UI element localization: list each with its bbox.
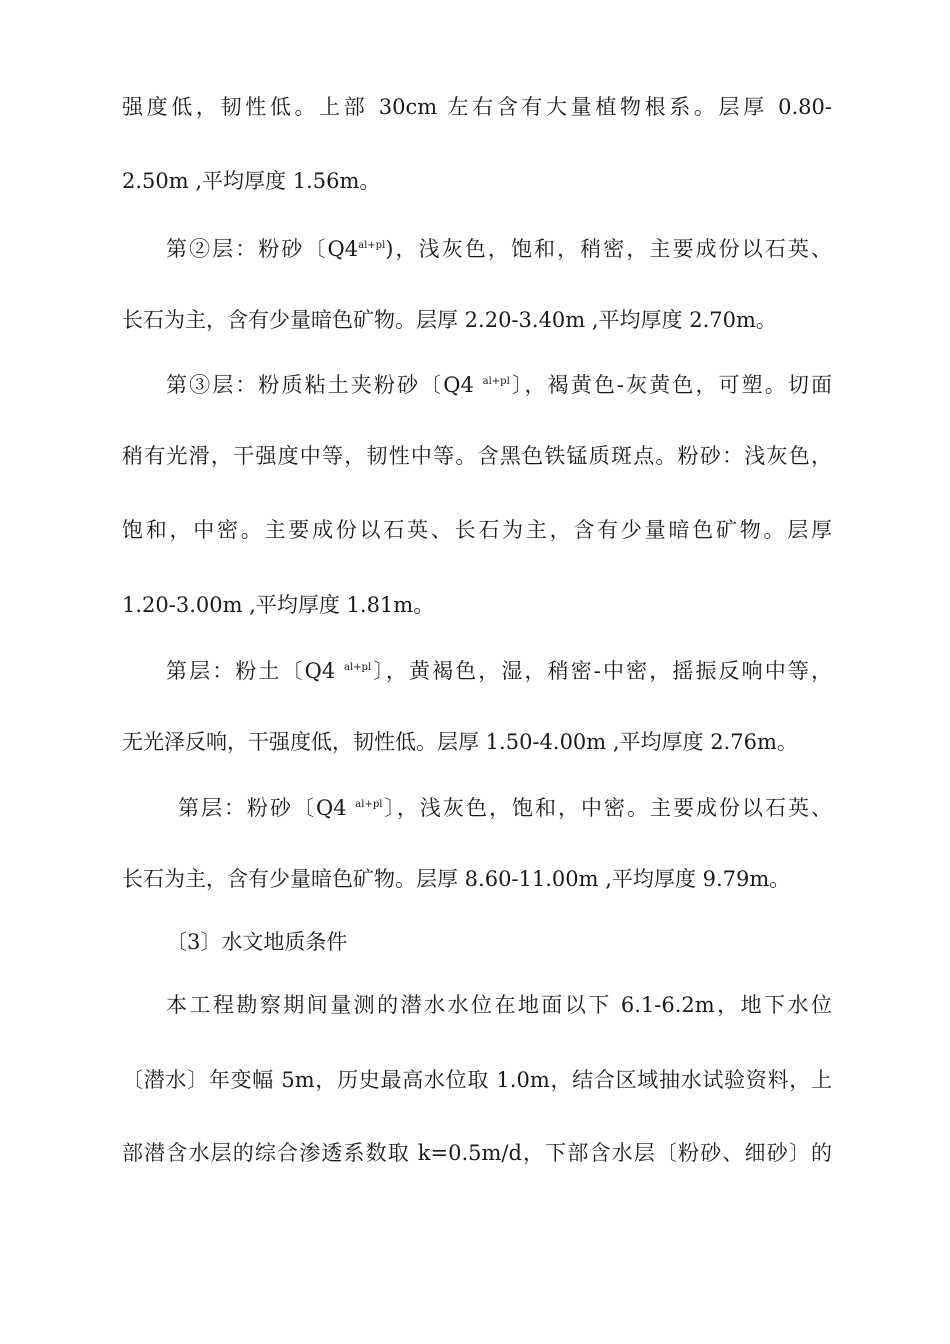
layer-4-line xyxy=(166,653,832,686)
layer-4-text-b: 〕，黄褐色，湿，稍密-中密，摇振反响中等， xyxy=(371,659,832,683)
layer-2-line xyxy=(166,231,832,264)
paragraph-line: 稍有光滑，干强度中等，韧性中等。含黑色铁锰质斑点。粉砂：浅灰色， xyxy=(122,444,832,468)
layer-2-text-b: )，浅灰色，饱和，稍密，主要成份以石英、 xyxy=(385,237,832,261)
layer-5-text-b: 〕，浅灰色，饱和，中密。主要成份以石英、 xyxy=(382,796,832,820)
layer-5-text-a: 第层：粉砂〔Q4 xyxy=(178,796,356,820)
superscript: al+pl xyxy=(482,376,510,387)
layer-3-text-a: 第③层：粉质粘土夹粉砂〔Q4 xyxy=(166,373,483,397)
paragraph-line: 长石为主，含有少量暗色矿物。层厚 8.60-11.00m ,平均厚度 9.79m。 xyxy=(122,867,791,891)
superscript: al+pl xyxy=(358,240,386,251)
paragraph-line: 1.20-3.00m ,平均厚度 1.81m。 xyxy=(122,593,435,617)
layer-5-line xyxy=(178,790,832,823)
paragraph-line: 〔潜水〕年变幅 5m，历史最高水位取 1.0m，结合区域抽水试验资料，上 xyxy=(122,1068,832,1092)
superscript: al+pl xyxy=(344,662,372,673)
paragraph-line: 本工程勘察期间量测的潜水水位在地面以下 6.1-6.2m，地下水位 xyxy=(166,993,832,1017)
paragraph-line: 2.50m ,平均厚度 1.56m。 xyxy=(122,169,381,193)
paragraph-line: 长石为主，含有少量暗色矿物。层厚 2.20-3.40m ,平均厚度 2.70m。 xyxy=(122,308,777,332)
paragraph-line: 无光泽反响，干强度低，韧性低。层厚 1.50-4.00m ,平均厚度 2.76m。 xyxy=(122,730,798,754)
layer-3-text-b: 〕，褐黄色-灰黄色，可塑。切面 xyxy=(509,373,832,397)
paragraph-line: 强度低，韧性低。上部 30cm 左右含有大量植物根系。层厚 0.80- xyxy=(122,95,832,119)
layer-2-text-a: 第②层：粉砂〔Q4 xyxy=(166,237,359,261)
paragraph-line: 部潜含水层的综合渗透系数取 k=0.5m/d，下部含水层〔粉砂、细砂〕的 xyxy=(122,1141,832,1165)
layer-3-line xyxy=(166,367,832,400)
section-heading: 〔3〕水文地质条件 xyxy=(166,930,348,954)
paragraph-line: 饱和，中密。主要成份以石英、长石为主，含有少量暗色矿物。层厚 xyxy=(122,518,832,542)
superscript: al+pl xyxy=(355,799,383,810)
layer-4-text-a: 第层：粉土〔Q4 xyxy=(166,659,344,683)
